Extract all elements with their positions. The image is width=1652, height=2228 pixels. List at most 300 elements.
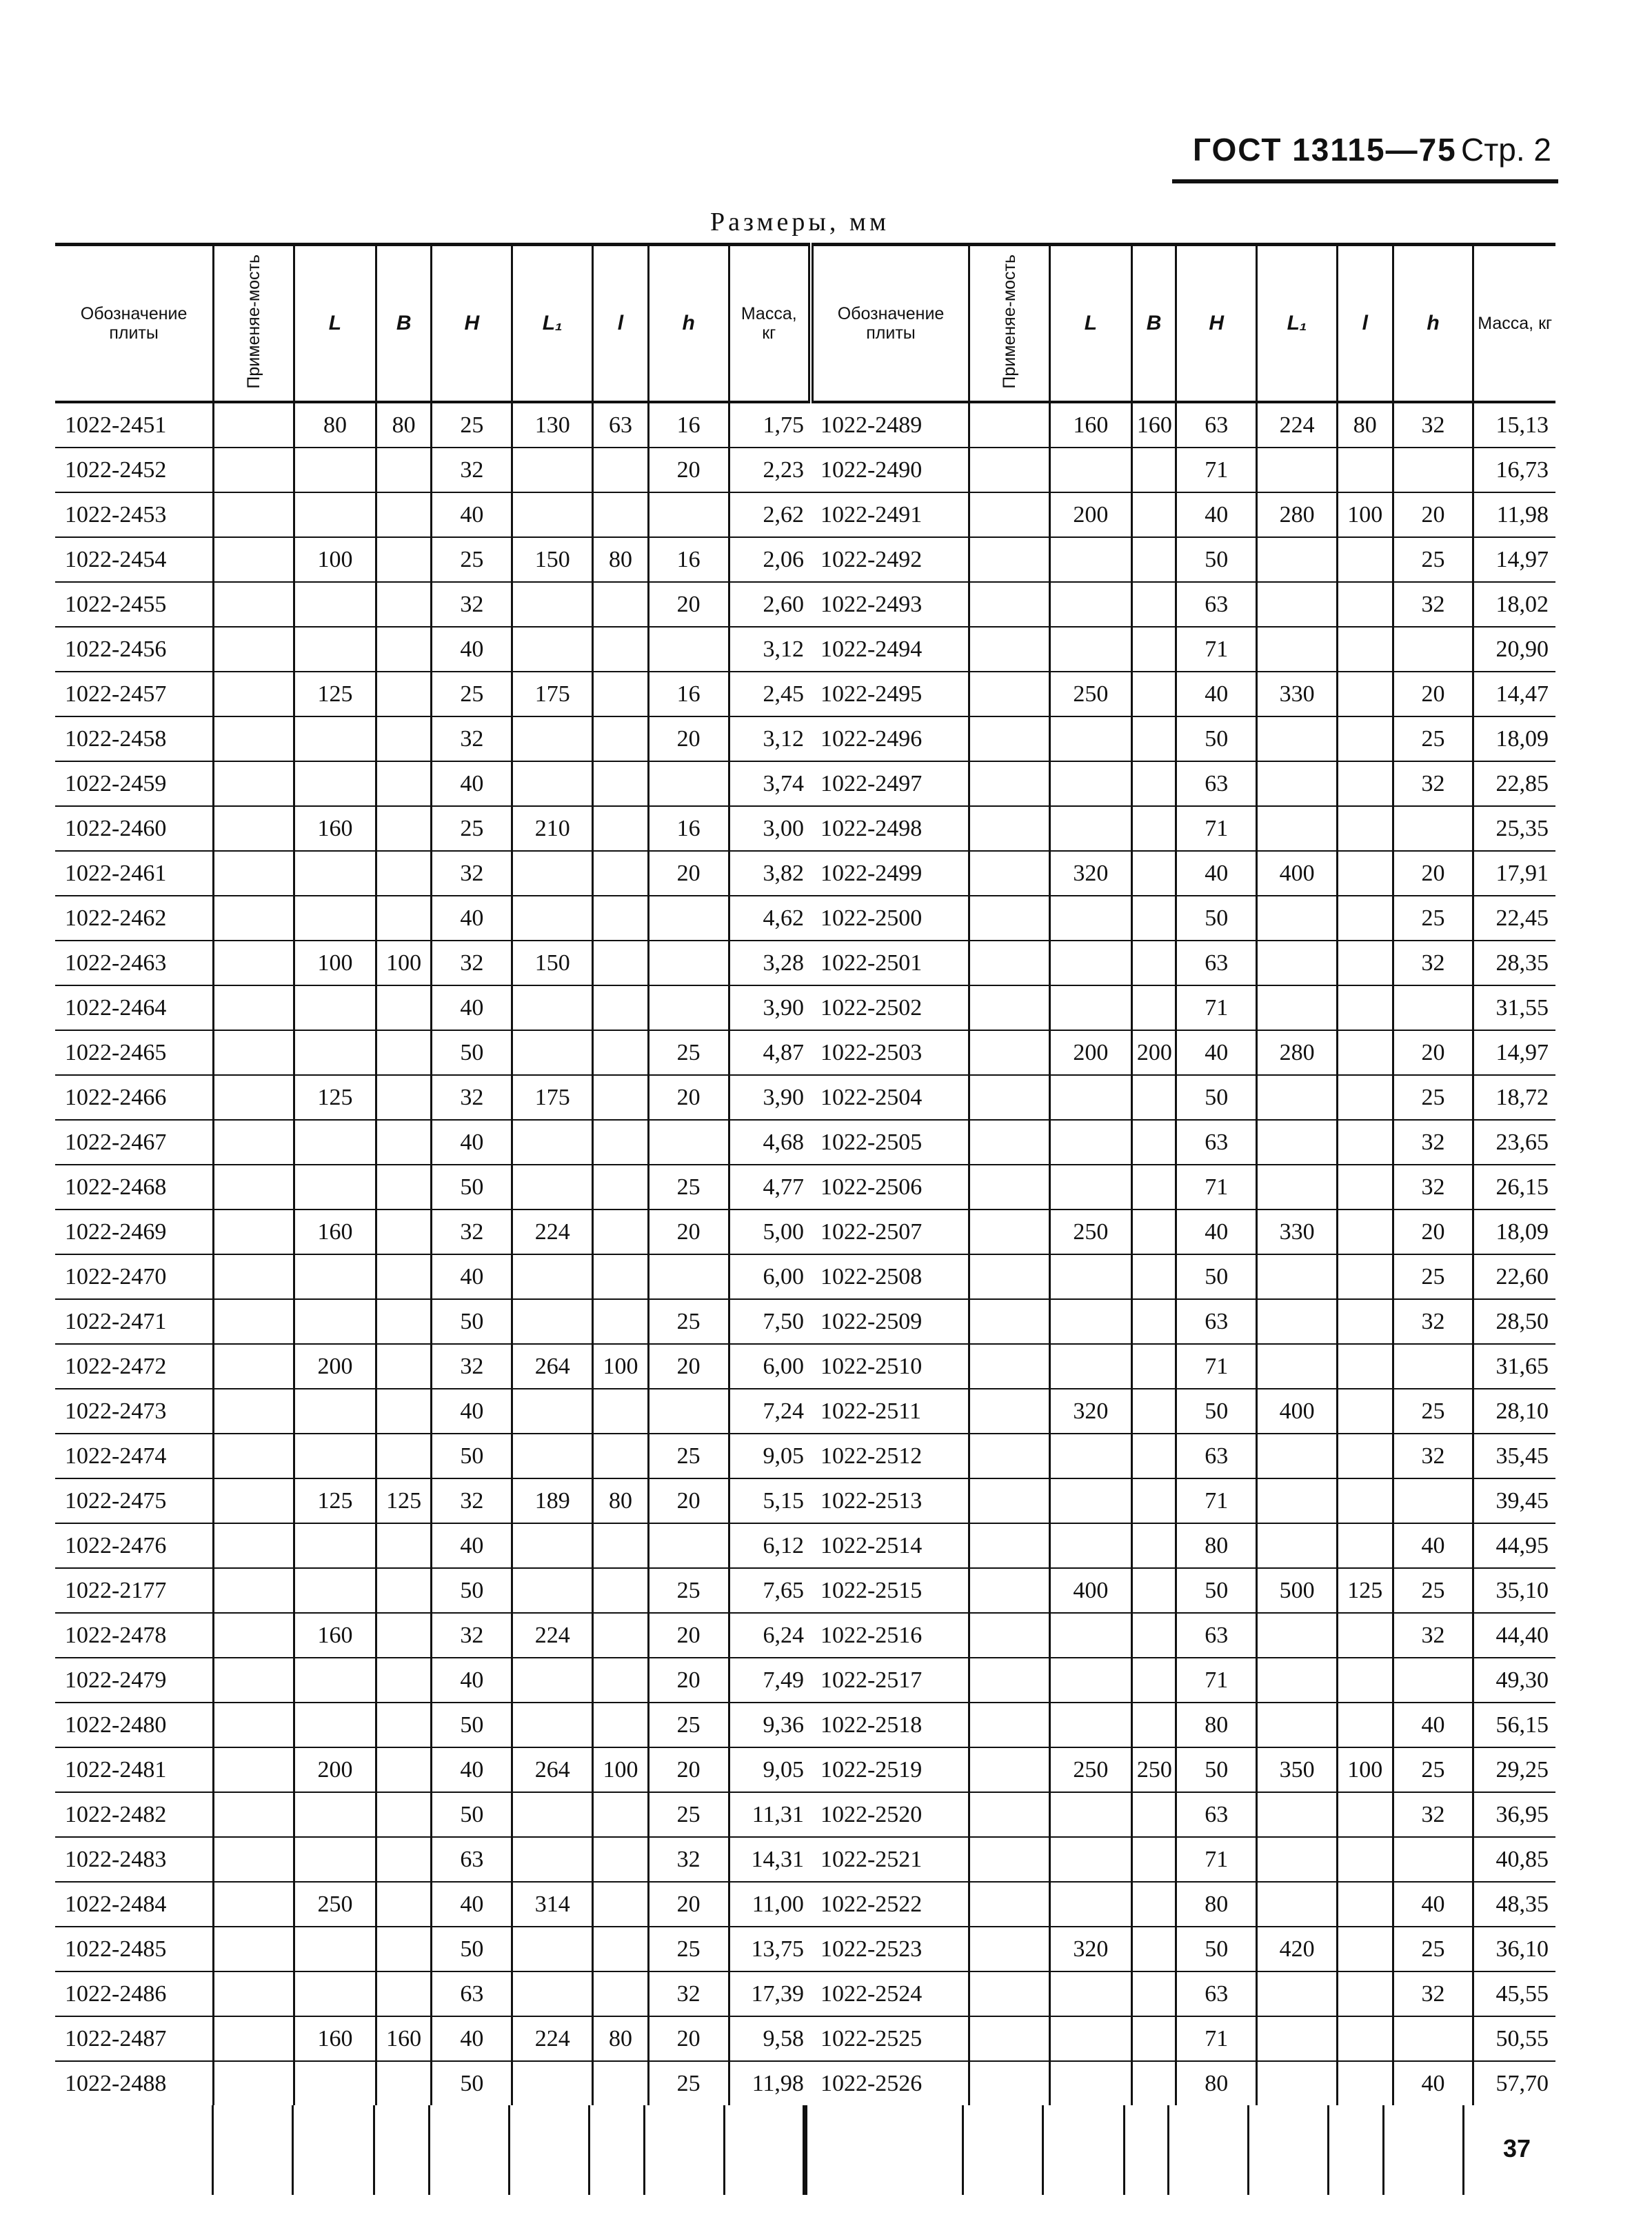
- cell-B: [376, 492, 432, 537]
- table-row: [55, 1075, 1555, 1120]
- cell-applicability: [214, 896, 294, 941]
- cell-l: [593, 806, 649, 851]
- cell-l: [593, 1120, 649, 1165]
- cell-h: [648, 1389, 729, 1434]
- cell-H: 25: [432, 806, 512, 851]
- cell-mass: 4,62: [729, 896, 811, 941]
- cell-h: 20: [648, 1747, 729, 1792]
- cell-h: 25: [648, 1030, 729, 1075]
- cell-H: 32: [432, 1075, 512, 1120]
- cell-H: 32: [432, 716, 512, 761]
- cell-l: [1337, 1030, 1393, 1075]
- cell-designation: 1022-2524: [811, 1971, 969, 2016]
- cell-designation: 1022-2459: [55, 761, 214, 806]
- cell-applicability: [969, 1747, 1050, 1792]
- cell-B: [376, 1344, 432, 1389]
- cell-B: [376, 1434, 432, 1478]
- cell-H: 25: [432, 672, 512, 716]
- cell-h: [648, 492, 729, 537]
- cell-mass: 50,55: [1473, 2016, 1555, 2061]
- table-row: [55, 1971, 1555, 2016]
- cell-mass: 35,10: [1473, 1568, 1555, 1613]
- cell-designation: 1022-2518: [811, 1703, 969, 1747]
- cell-designation: 1022-2526: [820, 2070, 923, 2096]
- cell-L: [294, 1299, 376, 1344]
- cell-mass: 23,65: [1473, 1120, 1555, 1165]
- table-row: [55, 1882, 1555, 1927]
- cell-designation: 1022-2520: [811, 1792, 969, 1837]
- cell-B: [376, 1792, 432, 1837]
- cell-h: 20: [1393, 1030, 1473, 1075]
- cell-applicability: [969, 1120, 1050, 1165]
- cell-designation: 1022-2501: [811, 941, 969, 985]
- cell-H: 63: [1176, 1434, 1257, 1478]
- cell-L1: [1257, 2061, 1338, 2105]
- cell-applicability: [214, 402, 294, 448]
- cell-applicability: [969, 851, 1050, 896]
- cell-h: 16: [648, 402, 729, 448]
- cell-mass: 45,55: [1473, 1971, 1555, 2016]
- table-row: [55, 1703, 1555, 1747]
- table-row: [55, 1837, 1555, 1882]
- cell-h: 32: [1393, 1792, 1473, 1837]
- page-label: Стр. 2: [1460, 132, 1551, 168]
- cell-L1: [1257, 1703, 1338, 1747]
- cell-applicability: [214, 1658, 294, 1703]
- cell-h: [648, 1120, 729, 1165]
- cell-applicability: [969, 941, 1050, 985]
- table-row: [55, 2061, 1555, 2105]
- cell-h: 25: [648, 1568, 729, 1613]
- cell-applicability: [214, 537, 294, 582]
- cell-mass: 40,85: [1473, 1837, 1555, 1882]
- cell-applicability: [969, 1523, 1050, 1568]
- header-applicability: Применяе-мость: [214, 245, 294, 403]
- cell-designation: 1022-2476: [55, 1523, 214, 1568]
- cell-H: 63: [432, 1837, 512, 1882]
- cell-l: [1337, 582, 1393, 627]
- cell-B: [1131, 1882, 1176, 1927]
- column-separator-line: [1382, 2105, 1384, 2195]
- cell-L: 250: [1049, 672, 1131, 716]
- table-tail-lines: [55, 2105, 1555, 2195]
- cell-l: [593, 1075, 649, 1120]
- cell-mass: 26,15: [1473, 1165, 1555, 1210]
- cell-h: 32: [1393, 941, 1473, 985]
- cell-L1: [512, 1837, 593, 1882]
- cell-L1: [512, 1120, 593, 1165]
- cell-h: 16: [648, 672, 729, 716]
- header-B: B: [1131, 245, 1176, 403]
- cell-B: [376, 1613, 432, 1658]
- cell-L: [1049, 1882, 1131, 1927]
- cell-h: 25: [648, 1434, 729, 1478]
- cell-L1: [1257, 1120, 1338, 1165]
- cell-designation: 1022-2485: [55, 1927, 214, 1971]
- table-header-row: [55, 245, 1555, 403]
- cell-h: 32: [1393, 1971, 1473, 2016]
- cell-H: 32: [432, 582, 512, 627]
- cell-L: [1049, 1658, 1131, 1703]
- cell-l: [593, 448, 649, 492]
- cell-B: 160: [376, 2016, 432, 2061]
- cell-designation: 1022-2463: [55, 941, 214, 985]
- cell-designation: 1022-2452: [55, 448, 214, 492]
- cell-l: [1337, 1882, 1393, 1927]
- cell-h: 25: [648, 1703, 729, 1747]
- cell-designation: 1022-2505: [811, 1120, 969, 1165]
- cell-applicability: [969, 1927, 1050, 1971]
- cell-L: [1049, 2016, 1131, 2061]
- cell-designation: 1022-2488: [65, 2070, 167, 2096]
- page-header: [1172, 131, 1558, 183]
- cell-L1: 500: [1257, 1568, 1338, 1613]
- cell-h: 32: [1393, 1434, 1473, 1478]
- cell-l: [1337, 941, 1393, 985]
- cell-B: [1131, 2016, 1176, 2061]
- cell-B: 160: [1131, 402, 1176, 448]
- cell-H: 40: [1176, 672, 1257, 716]
- cell-designation: 1022-2458: [55, 716, 214, 761]
- cell-mass: 13,75: [729, 1927, 811, 1971]
- cell-h: 25: [1393, 1927, 1473, 1971]
- cell-H: 80: [1176, 1703, 1257, 1747]
- cell-h: 32: [1393, 1120, 1473, 1165]
- cell-L1: 280: [1257, 492, 1338, 537]
- cell-L: [1049, 1971, 1131, 2016]
- cell-l: [593, 941, 649, 985]
- cell-mass: 2,60: [729, 582, 811, 627]
- cell-L1: [512, 1658, 593, 1703]
- cell-L1: [512, 1927, 593, 1971]
- cell-mass: 3,00: [729, 806, 811, 851]
- cell-l: 80: [1337, 402, 1393, 448]
- cell-H: 50: [432, 1792, 512, 1837]
- cell-L1: [1257, 448, 1338, 492]
- cell-H: 80: [1176, 1882, 1257, 1927]
- cell-applicability: [214, 2016, 294, 2061]
- cell-l: [1337, 761, 1393, 806]
- table-row: [55, 1120, 1555, 1165]
- cell-H: 25: [432, 537, 512, 582]
- cell-L: [1049, 985, 1131, 1030]
- cell-l: [593, 761, 649, 806]
- cell-l: 80: [593, 537, 649, 582]
- cell-applicability: [969, 402, 1050, 448]
- cell-l: [1337, 627, 1393, 672]
- cell-L1: 280: [1257, 1030, 1338, 1075]
- cell-L: [294, 627, 376, 672]
- cell-H: 63: [1176, 402, 1257, 448]
- cell-L1: [1257, 1613, 1338, 1658]
- cell-applicability: [969, 985, 1050, 1030]
- cell-l: [593, 1389, 649, 1434]
- cell-L: [294, 1703, 376, 1747]
- cell-designation: 1022-2464: [55, 985, 214, 1030]
- cell-L: [294, 448, 376, 492]
- cell-L: [294, 1971, 376, 2016]
- cell-H: 50: [432, 2061, 512, 2105]
- cell-H: 50: [432, 1927, 512, 1971]
- cell-h: 25: [1393, 716, 1473, 761]
- table-row: [55, 985, 1555, 1030]
- cell-applicability: [214, 1523, 294, 1568]
- cell-h: 16: [648, 537, 729, 582]
- column-separator-line: [1247, 2105, 1249, 2195]
- cell-designation: 1022-2454: [55, 537, 214, 582]
- cell-H: 32: [432, 1478, 512, 1523]
- cell-h: [1393, 985, 1473, 1030]
- table-row: [55, 1478, 1555, 1523]
- cell-l: [1337, 672, 1393, 716]
- cell-l: [593, 1030, 649, 1075]
- cell-B: [1131, 1703, 1176, 1747]
- cell-L: [294, 1254, 376, 1299]
- cell-designation: 1022-2483: [55, 1837, 214, 1882]
- cell-H: 40: [432, 1658, 512, 1703]
- cell-L: [1049, 1523, 1131, 1568]
- cell-l: [1337, 537, 1393, 582]
- table-row: [55, 1344, 1555, 1389]
- cell-mass: 18,02: [1473, 582, 1555, 627]
- cell-mass: 4,77: [729, 1165, 811, 1210]
- column-separator-line: [1327, 2105, 1329, 2195]
- cell-designation: 1022-2515: [811, 1568, 969, 1613]
- cell-h: [1393, 1658, 1473, 1703]
- cell-L1: [1257, 2016, 1338, 2061]
- cell-B: [376, 1165, 432, 1210]
- cell-l: [1337, 1478, 1393, 1523]
- cell-applicability: [214, 1792, 294, 1837]
- cell-applicability: [969, 1075, 1050, 1120]
- table-row: [55, 1299, 1555, 1344]
- cell-l: [593, 2061, 649, 2105]
- cell-H: 50: [1176, 537, 1257, 582]
- column-separator-line: [643, 2105, 645, 2195]
- cell-designation: 1022-2510: [811, 1344, 969, 1389]
- cell-L: 100: [294, 537, 376, 582]
- cell-L1: [512, 1971, 593, 2016]
- cell-h: 20: [648, 1478, 729, 1523]
- table-row: [55, 402, 1555, 448]
- cell-mass: 5,15: [729, 1478, 811, 1523]
- cell-applicability: [214, 1837, 294, 1882]
- cell-L: [294, 851, 376, 896]
- table-row: [55, 851, 1555, 896]
- cell-designation: 1022-2519: [811, 1747, 969, 1792]
- cell-B: [376, 1747, 432, 1792]
- cell-l: [1337, 716, 1393, 761]
- cell-mass: 7,49: [729, 1658, 811, 1703]
- cell-designation: 1022-2494: [811, 627, 969, 672]
- column-separator-line: [1167, 2105, 1169, 2195]
- cell-B: [1131, 851, 1176, 896]
- cell-mass: 3,90: [729, 985, 811, 1030]
- table-row: [55, 1389, 1555, 1434]
- cell-h: 20: [648, 1344, 729, 1389]
- cell-h: [1393, 1478, 1473, 1523]
- cell-L: [294, 582, 376, 627]
- cell-L: [294, 1658, 376, 1703]
- cell-B: [1131, 1523, 1176, 1568]
- cell-mass: 2,23: [729, 448, 811, 492]
- cell-l: [1337, 1434, 1393, 1478]
- cell-l: 100: [593, 1747, 649, 1792]
- cell-L1: [1257, 1971, 1338, 2016]
- table-row: [55, 1568, 1555, 1613]
- cell-L1: [1257, 941, 1338, 985]
- cell-designation: 1022-2470: [55, 1254, 214, 1299]
- cell-L1: 314: [512, 1882, 593, 1927]
- cell-l: [1337, 896, 1393, 941]
- cell-L1: [512, 851, 593, 896]
- cell-H: 40: [1176, 492, 1257, 537]
- cell-applicability: [969, 1658, 1050, 1703]
- cell-mass: 6,24: [729, 1613, 811, 1658]
- cell-L1: [1257, 1434, 1338, 1478]
- cell-designation: 1022-2521: [811, 1837, 969, 1882]
- cell-l: [1337, 1837, 1393, 1882]
- cell-mass: 3,90: [729, 1075, 811, 1120]
- table-row: [55, 672, 1555, 716]
- header-mass: Масса, кг: [729, 245, 811, 403]
- cell-designation: 1022-2506: [811, 1165, 969, 1210]
- cell-designation: 1022-2465: [55, 1030, 214, 1075]
- cell-B: [1131, 1927, 1176, 1971]
- cell-B: [1131, 1971, 1176, 2016]
- cell-H: 63: [1176, 1299, 1257, 1344]
- cell-applicability: [969, 448, 1050, 492]
- cell-L: 250: [1049, 1210, 1131, 1254]
- cell-designation: 1022-2507: [811, 1210, 969, 1254]
- header-mass: Масса, кг: [1473, 245, 1555, 403]
- cell-H: 50: [432, 1434, 512, 1478]
- cell-L: [1049, 1120, 1131, 1165]
- cell-L: [294, 1165, 376, 1210]
- cell-H: 63: [432, 1971, 512, 2016]
- cell-H: 50: [1176, 1075, 1257, 1120]
- cell-L1: [1257, 761, 1338, 806]
- cell-H: 71: [1176, 1837, 1257, 1882]
- cell-designation: 1022-2493: [811, 582, 969, 627]
- cell-l: [1337, 1792, 1393, 1837]
- cell-h: 32: [1393, 402, 1473, 448]
- cell-H: 40: [432, 896, 512, 941]
- cell-designation: 1022-2471: [55, 1299, 214, 1344]
- cell-applicability: [969, 1703, 1050, 1747]
- cell-applicability: [214, 672, 294, 716]
- cell-l: [593, 1210, 649, 1254]
- column-separator-line: [212, 2105, 214, 2195]
- cell-designation: 1022-2499: [811, 851, 969, 896]
- cell-applicability: [214, 1703, 294, 1747]
- cell-L1: 150: [512, 537, 593, 582]
- cell-L1: [512, 627, 593, 672]
- cell-H: 40: [1176, 1030, 1257, 1075]
- cell-applicability: [214, 806, 294, 851]
- cell-l: [1337, 1658, 1393, 1703]
- cell-L: [1049, 761, 1131, 806]
- cell-l: [1337, 1523, 1393, 1568]
- header-applicability: Применяе-мость: [969, 245, 1050, 403]
- cell-designation: 1022-2525: [811, 2016, 969, 2061]
- cell-mass: 49,30: [1473, 1658, 1555, 1703]
- cell-L: 160: [294, 1613, 376, 1658]
- cell-B: [376, 1658, 432, 1703]
- cell-mass: 14,47: [1473, 672, 1555, 716]
- cell-L1: [1257, 896, 1338, 941]
- cell-L: [294, 1434, 376, 1478]
- cell-L1: [1257, 1165, 1338, 1210]
- cell-L: [1049, 1434, 1131, 1478]
- cell-h: 25: [1393, 1389, 1473, 1434]
- cell-L1: [512, 1030, 593, 1075]
- cell-B: [1131, 896, 1176, 941]
- cell-applicability: [214, 1030, 294, 1075]
- header-H: H: [432, 245, 512, 403]
- cell-h: 25: [648, 1299, 729, 1344]
- cell-h: 25: [1393, 1747, 1473, 1792]
- cell-B: [376, 582, 432, 627]
- cell-L: 160: [294, 2016, 376, 2061]
- cell-h: [648, 941, 729, 985]
- cell-applicability: [969, 2061, 1050, 2105]
- cell-mass: 17,39: [729, 1971, 811, 2016]
- cell-L1: 224: [512, 1210, 593, 1254]
- cell-designation: 1022-2461: [55, 851, 214, 896]
- cell-l: [1337, 2061, 1393, 2105]
- cell-designation: 1022-2491: [811, 492, 969, 537]
- cell-mass: 7,50: [729, 1299, 811, 1344]
- cell-l: 80: [593, 2016, 649, 2061]
- table-row: [55, 1927, 1555, 1971]
- cell-mass: 31,65: [1473, 1344, 1555, 1389]
- cell-L: [294, 2061, 376, 2105]
- cell-designation: 1022-2467: [55, 1120, 214, 1165]
- cell-L: [1049, 537, 1131, 582]
- cell-B: [376, 1299, 432, 1344]
- column-separator-line: [962, 2105, 964, 2195]
- column-separator-line: [508, 2105, 510, 2195]
- cell-L1: [512, 985, 593, 1030]
- cell-applicability: [214, 582, 294, 627]
- cell-H: 40: [432, 1120, 512, 1165]
- cell-B: [376, 985, 432, 1030]
- cell-applicability: [969, 1299, 1050, 1344]
- cell-h: 25: [648, 1927, 729, 1971]
- cell-H: 50: [432, 1165, 512, 1210]
- cell-mass: 39,45: [1473, 1478, 1555, 1523]
- cell-L1: [512, 1299, 593, 1344]
- cell-H: 71: [1176, 985, 1257, 1030]
- cell-H: 40: [432, 627, 512, 672]
- cell-B: [376, 672, 432, 716]
- cell-H: 71: [1176, 1478, 1257, 1523]
- cell-l: [593, 716, 649, 761]
- cell-l: [593, 1927, 649, 1971]
- cell-l: [593, 627, 649, 672]
- cell-B: [376, 1075, 432, 1120]
- cell-l: [593, 1882, 649, 1927]
- cell-B: [376, 2061, 432, 2105]
- cell-L: 80: [294, 402, 376, 448]
- cell-h: 20: [648, 716, 729, 761]
- cell-H: 50: [1176, 1747, 1257, 1792]
- cell-applicability: [969, 1434, 1050, 1478]
- cell-designation: 1022-2473: [55, 1389, 214, 1434]
- cell-L1: [512, 1434, 593, 1478]
- table-row: [55, 2016, 1555, 2061]
